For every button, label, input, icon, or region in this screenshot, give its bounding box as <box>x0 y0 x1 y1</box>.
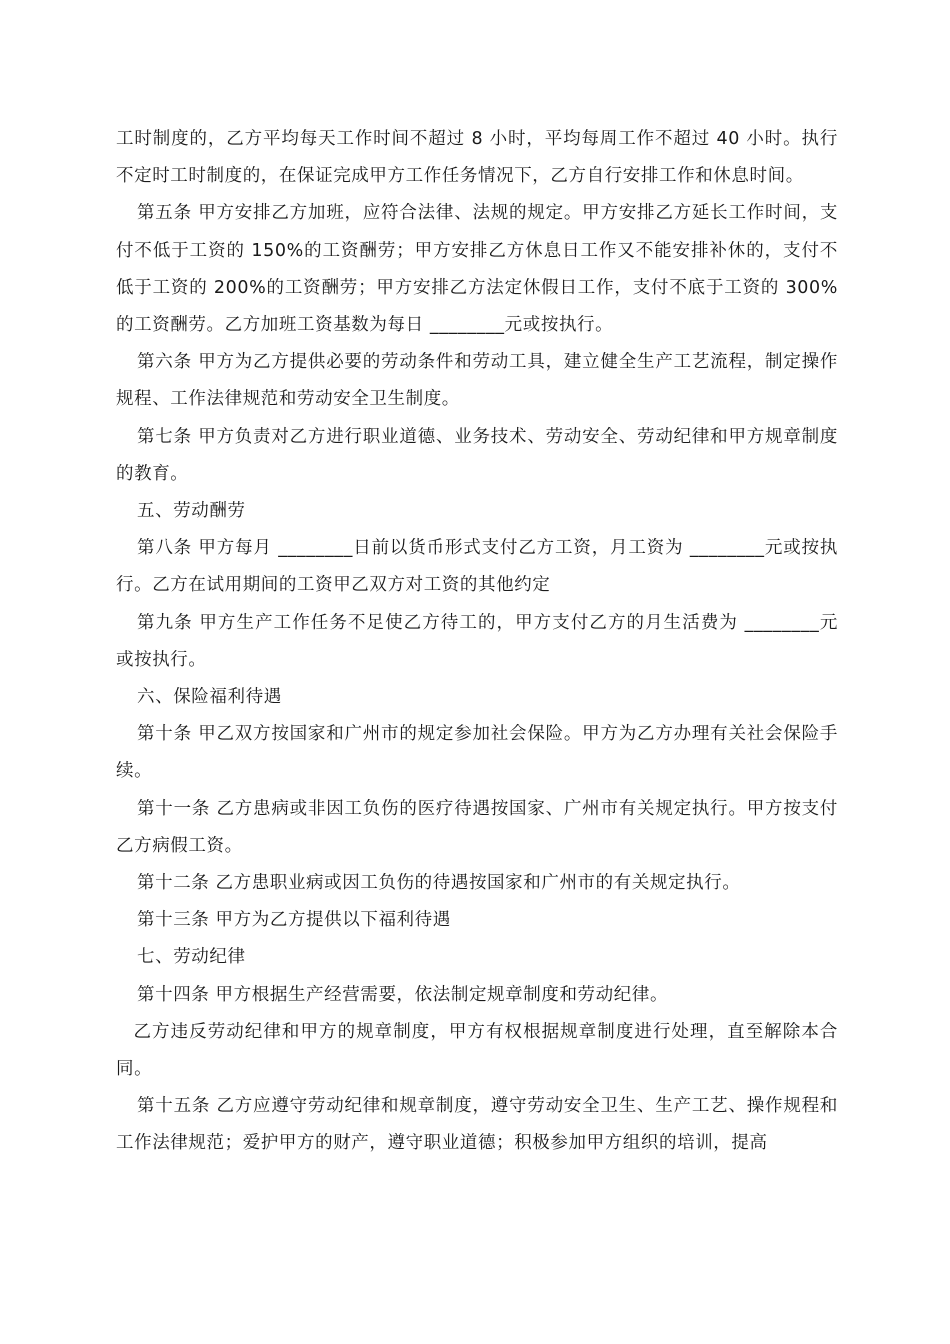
document-body <box>116 121 838 1163</box>
paragraph-article-7: 第七条 甲方负责对乙方进行职业道德、业务技术、劳动安全、劳动纪律和甲方规章制度的教育。 <box>116 426 838 484</box>
paragraph-article-14: 第十四条 甲方根据生产经营需要，依法制定规章制度和劳动纪律。 <box>137 984 669 1005</box>
paragraph-article-6: 第六条 甲方为乙方提供必要的劳动条件和劳动工具，建立健全生产工艺流程，制定操作规程、工作法律规范和劳动安全卫生制度。 <box>116 352 838 410</box>
section-heading-discipline: 七、劳动纪律 <box>137 947 246 968</box>
paragraph-article-11: 第十一条 乙方患病或非因工负伤的医疗待遇按国家、广州市有关规定执行。甲方按支付乙方病假工资。 <box>116 798 838 856</box>
paragraph-work-hours: 工时制度的，乙方平均每天工作时间不超过 8 小时，平均每周工作不超过 40 小时。执行不定时工时制度的，在保证完成甲方工作任务情况下，乙方自行安排工作和休息时间。 <box>116 129 838 187</box>
paragraph-violation: 乙方违反劳动纪律和甲方的规章制度，甲方有权根据规章制度进行处理，直至解除本合同。 <box>116 1021 838 1080</box>
section-heading-remuneration: 五、劳动酬劳 <box>137 501 246 522</box>
paragraph-article-12: 第十二条 乙方患职业病或因工负伤的待遇按国家和广州市的有关规定执行。 <box>137 873 741 894</box>
paragraph-article-10: 第十条 甲乙双方按国家和广州市的规定参加社会保险。甲方为乙方办理有关社会保险手续。 <box>116 724 838 782</box>
paragraph-article-13: 第十三条 甲方为乙方提供以下福利待遇 <box>137 910 451 931</box>
section-heading-insurance: 六、保险福利待遇 <box>137 687 282 708</box>
paragraph-article-5: 第五条 甲方安排乙方加班，应符合法律、法规的规定。甲方安排乙方延长工作时间，支付不低于工资的 150%的工资酬劳；甲方安排乙方休息日工作又不能安排补休的，支付不低于工资的 200%的工资酬劳；甲方安排乙方法定休假日工作，支付不底于工资的 300%的工资酬劳。乙方加班工资基数为每日 ________元或按执行。 <box>116 203 838 336</box>
paragraph-article-8: 第八条 甲方每月 ________日前以货币形式支付乙方工资，月工资为 ________元或按执行。乙方在试用期间的工资甲乙双方对工资的其他约定 <box>116 538 838 596</box>
paragraph-article-15: 第十五条 乙方应遵守劳动纪律和规章制度，遵守劳动安全卫生、生产工艺、操作规程和工作法律规范；爱护甲方的财产，遵守职业道德；积极参加甲方组织的培训，提高 <box>116 1096 838 1154</box>
paragraph-article-9: 第九条 甲方生产工作任务不足使乙方待工的，甲方支付乙方的月生活费为 ________元或按执行。 <box>116 612 838 670</box>
